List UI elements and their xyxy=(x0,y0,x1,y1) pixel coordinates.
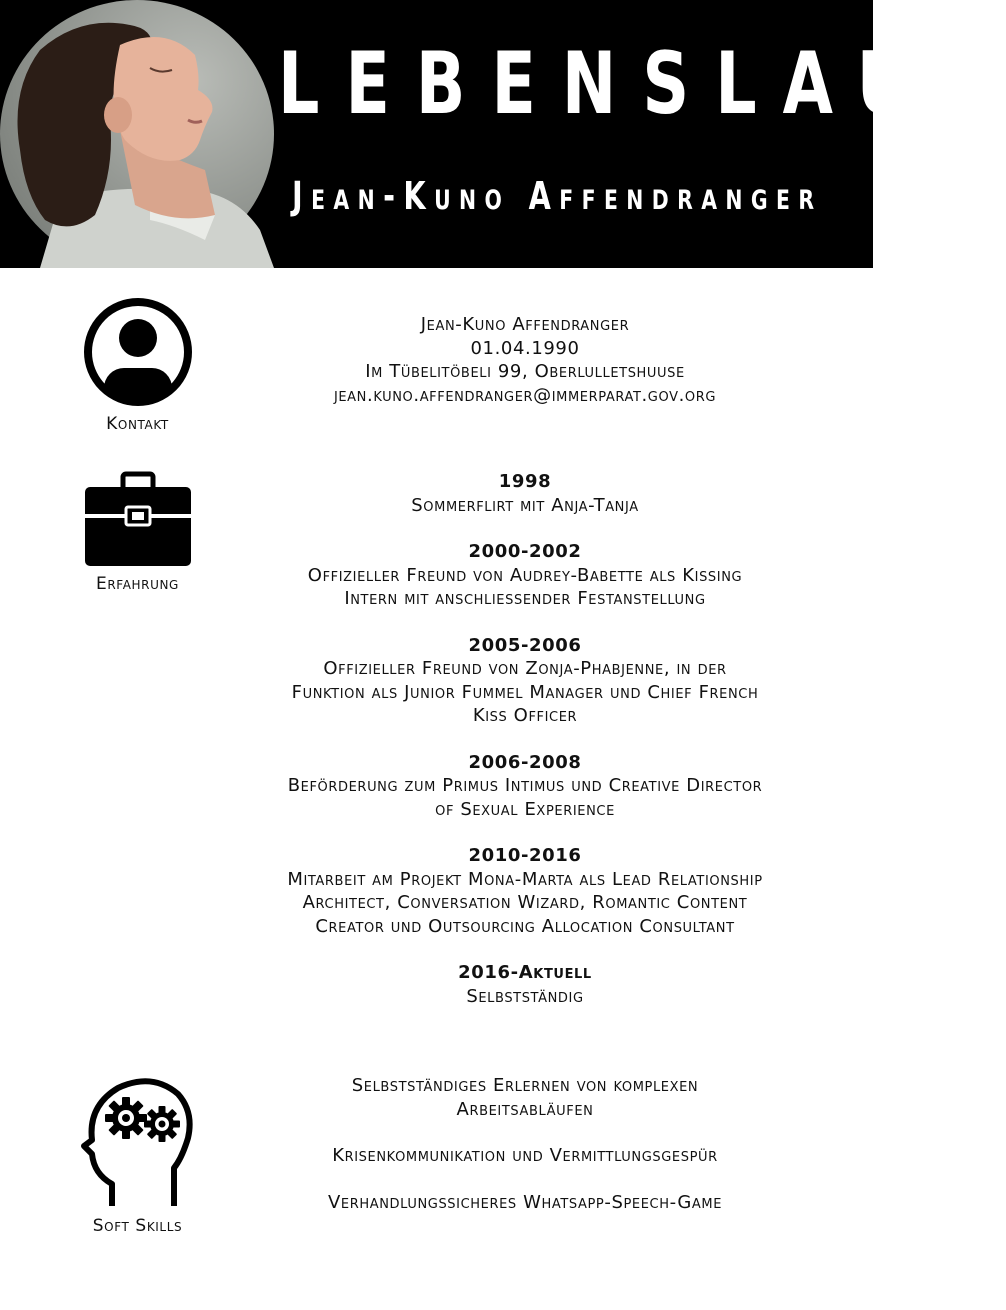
experience-year: 2016-Aktuell xyxy=(458,962,592,983)
experience-description: Mitarbeit am Projekt Mona-Marta als Lead Relationship Architect, Conversation Wizard, Romantic Content Creator und Outsourcing Allocation Consultant xyxy=(287,868,763,937)
contact-email: jean.kuno.affendranger@immerparat.gov.org xyxy=(333,384,717,406)
skill-item: Verhandlungssicheres Whatsapp-Speech-Game xyxy=(327,1191,723,1213)
head-gears-icon xyxy=(82,1076,194,1210)
briefcase-icon xyxy=(82,472,194,568)
contact-address: Im Tübelitöbeli 99, Oberlulletshuuse xyxy=(365,361,685,382)
skills-list xyxy=(265,1074,785,1237)
header-banner xyxy=(0,0,1006,268)
experience-year: 2000-2002 xyxy=(468,541,582,562)
experience-label: Erfahrung xyxy=(96,574,179,594)
experience-entry xyxy=(265,961,785,1008)
experience-year: 2006-2008 xyxy=(468,751,582,773)
contact-details xyxy=(265,313,785,407)
experience-entry xyxy=(265,470,785,517)
experience-section-icon xyxy=(70,472,205,594)
experience-description: Sommerflirt mit Anja-Tanja xyxy=(411,494,639,516)
experience-entry xyxy=(265,844,785,938)
experience-description: Beförderung zum Primus Intimus und Creative Director of Sexual Experience xyxy=(287,775,763,820)
experience-year: 2010-2016 xyxy=(468,845,582,866)
profile-photo xyxy=(0,0,274,268)
experience-description: Offizieller Freund von Zonja-Phabjenne, in der Funktion als Junior Fummel Manager und Chief French Kiss Officer xyxy=(291,658,759,726)
experience-description: Offizieller Freund von Audrey-Babette als Kissing Intern mit anschliessender Festanstellung xyxy=(307,564,743,609)
contact-name: Jean-Kuno Affendranger xyxy=(420,314,630,335)
experience-year: 1998 xyxy=(498,471,552,492)
experience-entry xyxy=(265,634,785,728)
experience-year: 2005-2006 xyxy=(468,634,582,656)
skills-label: Soft Skills xyxy=(92,1216,183,1236)
contact-section-icon xyxy=(70,296,205,434)
person-name-heading: Jean-Kuno Affendranger xyxy=(292,174,823,218)
experience-entry xyxy=(265,540,785,611)
experience-entry xyxy=(265,751,785,822)
contact-birthdate: 01.04.1990 xyxy=(470,337,580,359)
experience-list xyxy=(265,470,785,1031)
skills-section-icon xyxy=(70,1076,205,1236)
user-circle-icon xyxy=(82,296,194,408)
portrait-image xyxy=(0,0,274,268)
experience-description: Selbstständig xyxy=(466,985,584,1007)
skill-item: Selbstständiges Erlernen von komplexen Arbeitsabläufen xyxy=(351,1075,699,1120)
contact-label: Kontakt xyxy=(106,414,169,434)
skill-item: Krisenkommunikation und Vermittlungsgespür xyxy=(332,1145,718,1166)
page-title: LEBENSLAUF xyxy=(278,34,1006,134)
